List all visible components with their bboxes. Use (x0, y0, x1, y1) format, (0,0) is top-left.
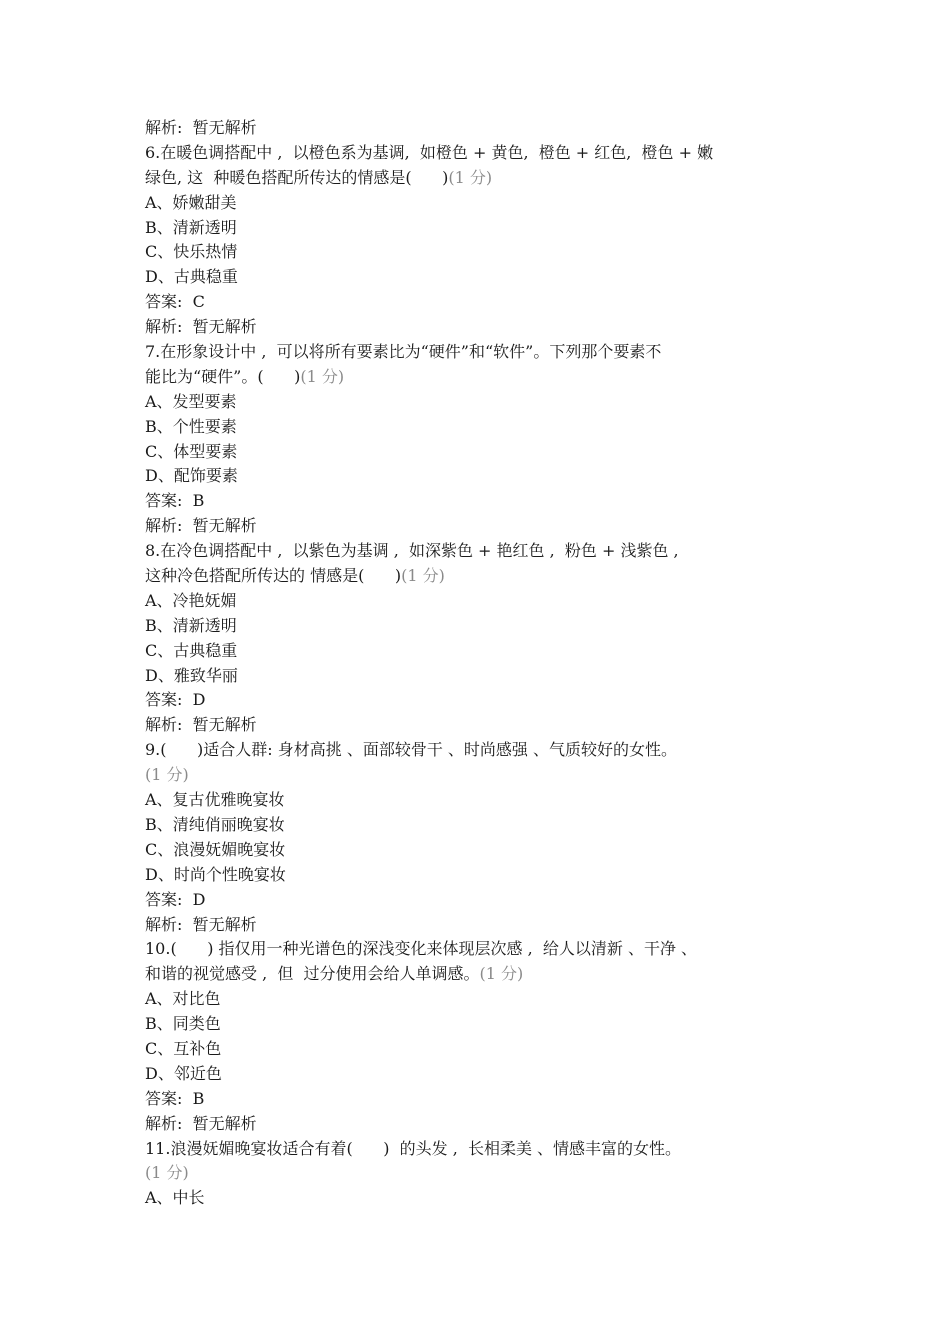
line-text: 解析: 暂无解析 (145, 914, 257, 934)
text-line (145, 265, 835, 290)
text-line (145, 937, 835, 962)
text-line (145, 340, 835, 365)
text-line (145, 1161, 835, 1186)
line-text: C、互补色 (145, 1038, 222, 1058)
text-line (145, 290, 835, 315)
question-points: (1 分) (479, 964, 524, 984)
line-text: D、时尚个性晚宴妆 (145, 864, 286, 884)
line-text: D、古典稳重 (145, 267, 238, 287)
text-line (145, 514, 835, 539)
line-text: 11.浪漫妩媚晚宴妆适合有着( ) 的头发 , 长相柔美 、情感丰富的女性。 (145, 1138, 682, 1158)
text-line (145, 888, 835, 913)
text-line (145, 614, 835, 639)
text-line (145, 365, 835, 390)
text-line (145, 1062, 835, 1087)
text-line (145, 1112, 835, 1137)
line-text: 答案: B (145, 1088, 205, 1108)
line-text: 答案: D (145, 690, 206, 710)
text-line (145, 489, 835, 514)
text-line (145, 763, 835, 788)
question-points: (1 分) (300, 366, 345, 386)
text-line (145, 440, 835, 465)
line-text: B、同类色 (145, 1014, 221, 1034)
line-text: 和谐的视觉感受 , 但 过分使用会给人单调感。 (145, 964, 480, 984)
line-text: D、雅致华丽 (145, 665, 238, 685)
text-line (145, 1037, 835, 1062)
line-text: A、复古优雅晚宴妆 (145, 790, 285, 810)
document-body (145, 116, 835, 1211)
line-text: 解析: 暂无解析 (145, 715, 257, 735)
question-points: (1 分) (145, 1163, 189, 1183)
line-text: B、清纯俏丽晚宴妆 (145, 814, 285, 834)
text-line (145, 390, 835, 415)
text-line (145, 788, 835, 813)
text-line (145, 415, 835, 440)
line-text: C、体型要素 (145, 441, 238, 461)
line-text: B、清新透明 (145, 217, 237, 237)
text-line (145, 838, 835, 863)
line-text: 8.在冷色调搭配中 , 以紫色为基调 , 如深紫色 + 艳红色 , 粉色 + 浅紫色 , (145, 541, 679, 561)
line-text: B、个性要素 (145, 416, 237, 436)
text-line (145, 913, 835, 938)
line-text: 7.在形象设计中 , 可以将所有要素比为“硬件”和“软件”。下列那个要素不 (145, 342, 662, 362)
line-text: 解析: 暂无解析 (145, 317, 257, 337)
question-points: (1 分) (145, 765, 189, 785)
line-text: 9.( )适合人群: 身材高挑 、面部较骨干 、时尚感强 、气质较好的女性。 (145, 740, 678, 760)
line-text: A、冷艳妩媚 (145, 590, 237, 610)
text-line (145, 962, 835, 987)
line-text: 答案: C (145, 292, 205, 312)
line-text: 10.( ) 指仅用一种光谱色的深浅变化来体现层次感 , 给人以清新 、干净 、 (145, 939, 698, 959)
line-text: 6.在暖色调搭配中 , 以橙色系为基调, 如橙色 + 黄色, 橙色 + 红色, 橙色 + 嫩 (145, 142, 714, 162)
text-line (145, 216, 835, 241)
line-text: 解析: 暂无解析 (145, 516, 257, 536)
question-points: (1 分) (401, 566, 445, 586)
text-line (145, 863, 835, 888)
text-line (145, 713, 835, 738)
line-text: 答案: D (145, 889, 206, 909)
text-line (145, 589, 835, 614)
text-line (145, 987, 835, 1012)
text-line (145, 539, 835, 564)
line-text: 这种冷色搭配所传达的 情感是( ) (145, 566, 402, 586)
line-text: A、对比色 (145, 989, 221, 1009)
line-text: 解析: 暂无解析 (145, 1113, 257, 1133)
text-line (145, 738, 835, 763)
text-line (145, 564, 835, 589)
text-line (145, 116, 835, 141)
text-line (145, 1186, 835, 1211)
text-line (145, 464, 835, 489)
question-points: (1 分) (448, 167, 493, 187)
text-line (145, 1012, 835, 1037)
text-line (145, 166, 835, 191)
text-line (145, 1087, 835, 1112)
text-line (145, 191, 835, 216)
line-text: B、清新透明 (145, 615, 237, 635)
text-line (145, 141, 835, 166)
line-text: 绿色, 这 种暖色搭配所传达的情感是( ) (145, 167, 449, 187)
text-line (145, 688, 835, 713)
text-line (145, 813, 835, 838)
line-text: C、古典稳重 (145, 640, 238, 660)
line-text: C、快乐热情 (145, 242, 238, 262)
text-line (145, 664, 835, 689)
line-text: C、浪漫妩媚晚宴妆 (145, 839, 286, 859)
text-line (145, 1137, 835, 1162)
line-text: D、邻近色 (145, 1063, 222, 1083)
line-text: 答案: B (145, 491, 205, 511)
line-text: A、发型要素 (145, 391, 237, 411)
text-line (145, 639, 835, 664)
line-text: A、娇嫩甜美 (145, 192, 237, 212)
line-text: 解析: 暂无解析 (145, 118, 257, 137)
text-line (145, 315, 835, 340)
line-text: D、配饰要素 (145, 466, 238, 486)
line-text: 能比为“硬件”。( ) (145, 366, 301, 386)
text-line (145, 240, 835, 265)
line-text: A、中长 (145, 1188, 205, 1208)
